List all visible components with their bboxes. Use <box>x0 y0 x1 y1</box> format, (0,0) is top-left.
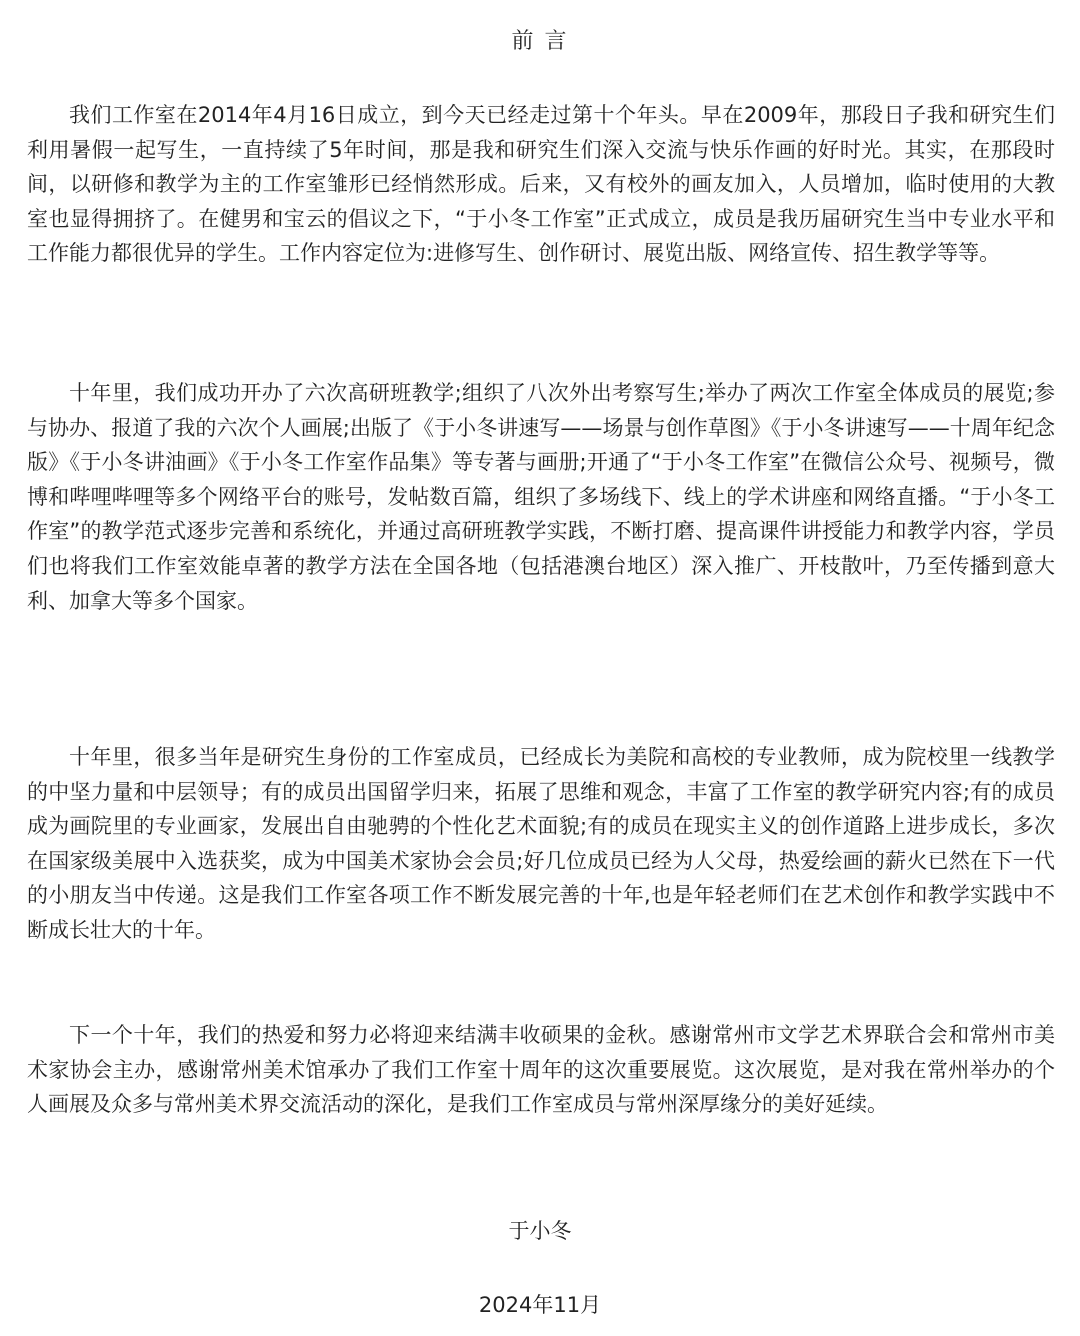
paragraph-2: 十年里，我们成功开办了六次高研班教学;组织了八次外出考察写生;举办了两次工作室全体成员的展览;参与协办、报道了我的六次个人画展;出版了《于小冬讲速写——场景与创作草图》《于小冬讲速写——十周年纪念版》《于小冬讲油画》《于小冬工作室作品集》等专著与画册;开通了“于小冬工作室”在微信公众号、视频号，微博和哔哩哔哩等多个网络平台的账号，发帖数百篇，组织了多场线下、线上的学术讲座和网络直播。“于小冬工作室”的教学范式逐步完善和系统化，并通过高研班教学实践，不断打磨、提高课件讲授能力和教学内容，学员们也将我们工作室效能卓著的教学方法在全国各地（包括港澳台地区）深入推广、开枝散叶，乃至传播到意大利、加拿大等多个国家。 <box>27 381 1055 613</box>
paragraph-1: 我们工作室在2014年4月16日成立，到今天已经走过第十个年头。早在2009年，那段日子我和研究生们利用暑假一起写生，一直持续了5年时间，那是我和研究生们深入交流与快乐作画的好时光。其实，在那段时间，以研修和教学为主的工作室雏形已经悄然形成。后来，又有校外的画友加入，人员增加，临时使用的大教室也显得拥挤了。在健男和宝云的倡议之下，“于小冬工作室”正式成立，成员是我历届研究生当中专业水平和工作能力都很优异的学生。工作内容定位为:进修写生、创作研讨、展览出版、网络宣传、招生教学等等。 <box>27 103 1055 266</box>
document-date: 2024年11月 <box>478 1293 602 1317</box>
author-signature: 于小冬 <box>508 1219 572 1243</box>
document-title: 前 言 <box>511 29 569 54</box>
paragraph-4: 下一个十年，我们的热爱和努力必将迎来结满丰收硕果的金秋。感谢常州市文学艺术界联合会和常州市美术家协会主办，感谢常州美术馆承办了我们工作室十周年的这次重要展览。这次展览，是对我在常州举办的个人画展及众多与常州美术界交流活动的深化，是我们工作室成员与常州深厚缘分的美好延续。 <box>27 1023 1055 1117</box>
paragraph-3: 十年里，很多当年是研究生身份的工作室成员，已经成长为美院和高校的专业教师，成为院校里一线教学的中坚力量和中层领导；有的成员出国留学归来，拓展了思维和观念，丰富了工作室的教学研究内容;有的成员成为画院里的专业画家，发展出自由驰骋的个性化艺术面貌;有的成员在现实主义的创作道路上进步成长，多次在国家级美展中入选获奖，成为中国美术家协会会员;好几位成员已经为人父母，热爱绘画的薪火已然在下一代的小朋友当中传递。这是我们工作室各项工作不断发展完善的十年,也是年轻老师们在艺术创作和教学实践中不断成长壮大的十年。 <box>27 745 1055 942</box>
